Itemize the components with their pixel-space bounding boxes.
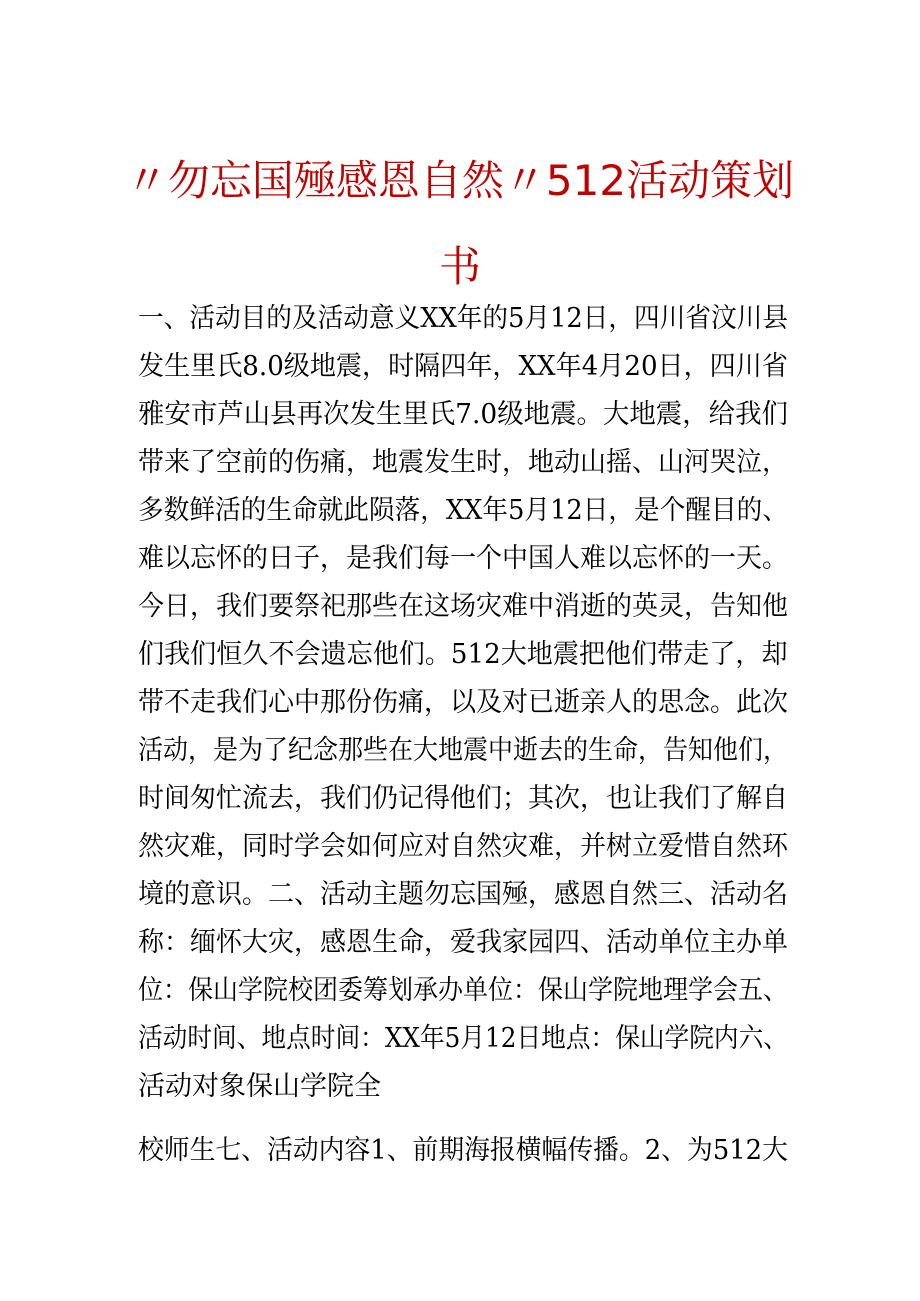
- title-line-1: 〃勿忘国殛感恩自然〃512活动策划: [125, 156, 795, 205]
- body-line: 称：缅怀大灾，感恩生命，爱我家园四、活动单位主办单: [138, 927, 788, 958]
- body-line: 然灾难，同时学会如何应对自然灾难，并树立爱惜自然环: [138, 831, 788, 862]
- title-line-2: 书: [438, 242, 481, 291]
- body-line: 时间匆忙流去，我们仍记得他们；其次，也让我们了解自: [138, 783, 788, 814]
- body-line: 活动，是为了纪念那些在大地震中逝去的生命，告知他们，: [138, 735, 788, 766]
- body-line: 带不走我们心中那份伤痛，以及对已逝亲人的思念。此次: [138, 687, 788, 718]
- body-paragraph-2: [138, 1127, 788, 1175]
- body-line: 位：保山学院校团委筹划承办单位：保山学院地理学会五、: [138, 975, 788, 1006]
- body-line: 难以忘怀的日子，是我们每一个中国人难以忘怀的一天。: [138, 543, 788, 574]
- document-title: [100, 138, 820, 310]
- body-line: 今日，我们要祭祀那些在这场灾难中消逝的英灵，告知他: [138, 591, 788, 622]
- body-line: 雅安市芦山县再次发生里氏7.0级地震。大地震，给我们: [138, 399, 788, 430]
- body-line: 活动对象保山学院全: [138, 1071, 381, 1102]
- body-line: 发生里氏8.0级地震，时隔四年，XX年4月20日，四川省: [138, 351, 788, 382]
- body-line: 们我们恒久不会遗忘他们。512大地震把他们带走了，却: [138, 639, 788, 670]
- body-line: 多数鲜活的生命就此陨落，XX年5月12日，是个醒目的、: [138, 495, 788, 526]
- body-paragraph-1: [138, 295, 788, 1111]
- body-line: 一、活动目的及活动意义XX年的5月12日，四川省汶川县: [138, 303, 788, 334]
- body-line: 活动时间、地点时间：XX年5月12日地点：保山学院内六、: [138, 1023, 788, 1054]
- body-line: 校师生七、活动内容1、前期海报横幅传播。2、为512大: [138, 1135, 788, 1166]
- body-line: 带来了空前的伤痛，地震发生时，地动山摇、山河哭泣，: [138, 447, 788, 478]
- body-line: 境的意识。二、活动主题勿忘国殛，感恩自然三、活动名: [138, 879, 788, 910]
